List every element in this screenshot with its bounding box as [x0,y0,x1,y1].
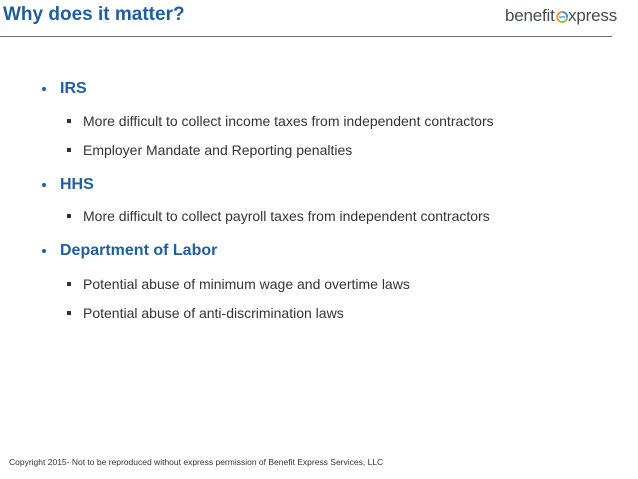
title-divider [0,36,612,37]
square-bullet-icon [67,214,71,218]
section-heading-text: IRS [60,80,87,97]
slide-title: Why does it matter? [3,4,185,25]
section-heading [42,242,217,260]
benefit-express-logo [505,3,617,29]
list-item-text: Employer Mandate and Reporting penalties [83,142,353,158]
list-item [67,305,344,321]
list-item-text: More difficult to collect income taxes from independent contractors [83,113,494,129]
square-bullet-icon [67,282,71,286]
list-item [67,113,494,129]
square-bullet-icon [67,311,71,315]
logo-text-xpress: xpress [568,6,617,25]
list-item-text: Potential abuse of anti-discrimination laws [83,305,344,321]
bullet-icon [42,249,46,253]
square-bullet-icon [67,148,71,152]
bullet-icon [42,183,46,187]
logo-text-benefit: benefit [505,6,555,25]
square-bullet-icon [67,119,71,123]
list-item [67,276,410,292]
section-heading [42,80,87,98]
copyright-footer: Copyright 2015- Not to be reproduced without express permission of Benefit Express Services, LLC [9,457,384,467]
logo-e-mark-icon [556,8,568,26]
section-heading-text: Department of Labor [60,242,218,259]
list-item-text: Potential abuse of minimum wage and overtime laws [83,276,410,292]
list-item [67,142,352,158]
section-heading-text: HHS [60,176,94,193]
bullet-icon [42,87,46,91]
section-heading [42,176,94,194]
list-item [67,208,490,224]
list-item-text: More difficult to collect payroll taxes from independent contractors [83,208,490,224]
